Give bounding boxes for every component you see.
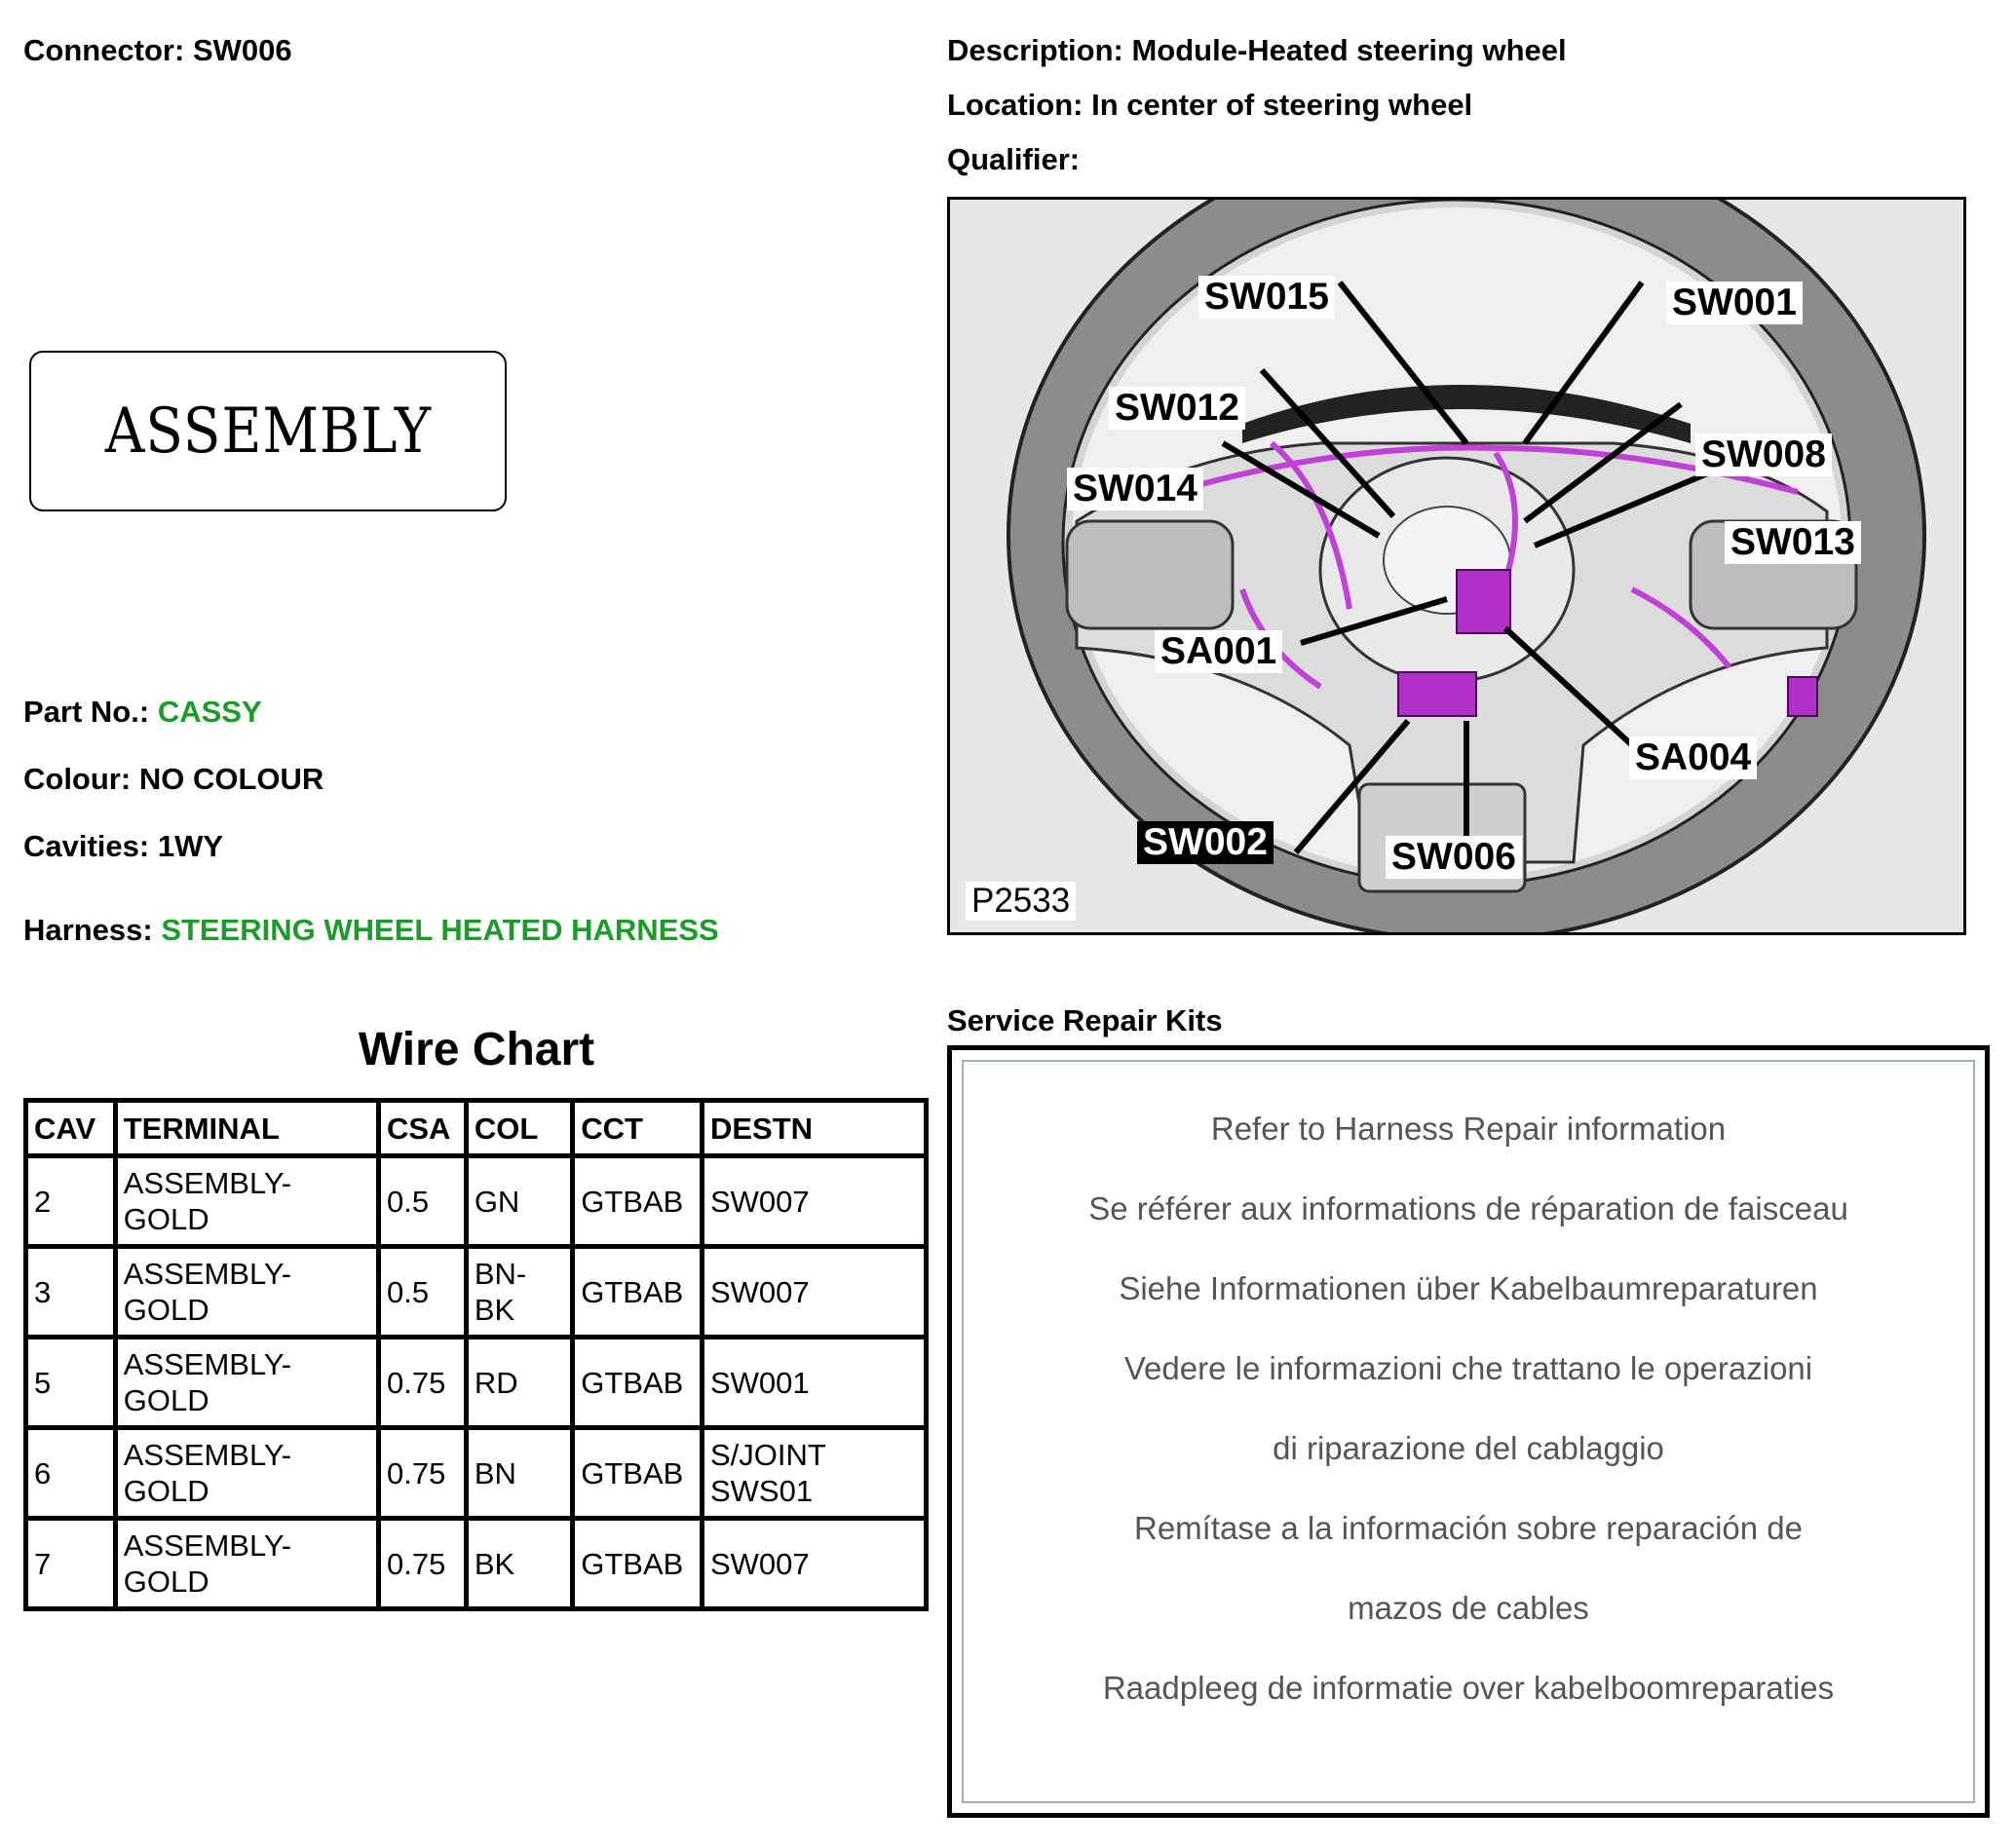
callout-sw015: SW015 [1198,276,1335,319]
cell-col-line: BN [474,1455,516,1490]
callout-sa004: SA004 [1629,736,1757,779]
repair-text-line: Siehe Informationen über Kabelbaumreparaturen [1119,1270,1818,1306]
cell-terminal-line: ASSEMBLY- [123,1347,292,1381]
cell-destn-line: SW007 [709,1274,810,1309]
repair-text-line: mazos de cables [1348,1590,1589,1626]
steering-wheel-figure [947,197,1966,935]
cell-cct: GTBAB [573,1428,703,1519]
cell-csa: 0.75 [378,1519,466,1609]
col-header-csa: CSA [378,1101,466,1156]
cell-terminal [115,1338,378,1428]
assembly-box [29,351,507,511]
cell-destn-line: S/JOINT [709,1438,826,1472]
cell-cct: GTBAB [573,1247,703,1338]
cell-cct: GTBAB [573,1338,703,1428]
wire-chart-header-row [26,1101,927,1156]
cell-col-line: BN- [474,1257,527,1291]
harness-value: STEERING WHEEL HEATED HARNESS [161,913,719,947]
callout-sw014: SW014 [1067,468,1203,510]
location-field: Location: In center of steering wheel [947,88,1473,122]
colour-field: Colour: NO COLOUR [23,762,324,796]
cell-csa: 0.75 [378,1338,466,1428]
assembly-text: ASSEMBLY [104,395,432,468]
cell-destn-line: SW001 [709,1365,810,1400]
cell-cav: 2 [26,1156,116,1247]
cavities-value: 1WY [157,829,224,863]
lower-connector-block [1398,672,1476,716]
cell-destn [702,1519,926,1609]
cell-terminal-line: ASSEMBLY- [123,1257,292,1291]
table-row [26,1156,927,1247]
figure-id-label: P2533 [966,882,1076,921]
callout-sa001: SA001 [1155,630,1282,673]
cell-destn-line: SW007 [709,1184,810,1219]
part-no-value: CASSY [157,695,262,729]
cell-destn [702,1428,926,1519]
wire-chart-title: Wire Chart [358,1024,595,1075]
service-repair-box [947,1045,1990,1818]
cell-col [466,1428,572,1519]
cell-terminal [115,1156,378,1247]
cell-terminal [115,1519,378,1609]
callout-sw013: SW013 [1725,521,1861,564]
left-switch-pack [1067,521,1233,628]
table-row [26,1338,927,1428]
cell-terminal-line: ASSEMBLY- [123,1528,292,1563]
callout-sw001: SW001 [1666,282,1803,324]
col-header-col: COL [466,1101,572,1156]
cell-terminal-line: GOLD [123,1565,209,1599]
cell-cav: 6 [26,1428,116,1519]
repair-text-line: Raadpleeg de informatie over kabelboomreparaties [1102,1670,1835,1706]
callout-sw006: SW006 [1386,836,1522,879]
col-header-terminal: TERMINAL [115,1101,378,1156]
callout-sw002: SW002 [1137,821,1274,864]
cell-col-line: BK [474,1293,515,1327]
sw006-connector-block [1457,570,1510,633]
cell-col [466,1247,572,1338]
cavities-field: Cavities: 1WY [23,829,224,863]
cell-cav: 5 [26,1338,116,1428]
cell-destn [702,1156,926,1247]
table-row [26,1519,927,1609]
qualifier-field: Qualifier: [947,142,1081,176]
repair-text-line: Vedere le informazioni che trattano le operazioni [1123,1350,1813,1386]
cell-terminal-line: GOLD [123,1293,209,1327]
colour-value: NO COLOUR [138,762,324,796]
table-row [26,1247,927,1338]
cell-terminal-line: ASSEMBLY- [123,1166,292,1200]
table-row [26,1428,927,1519]
description-field: Description: Module-Heated steering wheel [947,33,1567,67]
cell-col [466,1156,572,1247]
cell-destn-line: SWS01 [709,1474,814,1508]
cell-cct: GTBAB [573,1156,703,1247]
cell-col [466,1338,572,1428]
repair-text-line: Se référer aux informations de réparation de faisceau [1088,1190,1848,1226]
service-repair-title: Service Repair Kits [947,1003,1223,1037]
col-header-destn: DESTN [702,1101,926,1156]
cell-col-line: BK [474,1546,515,1581]
harness-field: Harness: STEERING WHEEL HEATED HARNESS [23,913,719,947]
cell-destn-line: SW007 [709,1546,810,1581]
right-connector-block [1788,677,1817,716]
part-no-field: Part No.: CASSY [23,695,262,729]
wire-chart-table [23,1098,929,1611]
cell-col [466,1519,572,1609]
col-header-cav: CAV [26,1101,116,1156]
cell-terminal-line: ASSEMBLY- [123,1438,292,1472]
cell-destn [702,1338,926,1428]
cell-col-line: RD [474,1365,518,1400]
callout-sw012: SW012 [1109,387,1245,430]
cell-csa: 0.75 [378,1428,466,1519]
location-value: In center of steering wheel [1091,88,1473,122]
repair-text-line: Remítase a la información sobre reparación de [1133,1510,1804,1546]
col-header-cct: CCT [573,1101,703,1156]
steering-wheel-illustration [950,200,1963,932]
cell-terminal-line: GOLD [123,1474,209,1508]
cell-csa: 0.5 [378,1247,466,1338]
cell-csa: 0.5 [378,1156,466,1247]
cell-col-line: GN [474,1184,520,1219]
cell-cct: GTBAB [573,1519,703,1609]
cell-cav: 3 [26,1247,116,1338]
cell-destn [702,1247,926,1338]
repair-text-line: di riparazione del cablaggio [1273,1430,1664,1466]
cell-terminal-line: GOLD [123,1383,209,1417]
service-repair-inner [962,1060,1975,1803]
cell-cav: 7 [26,1519,116,1609]
repair-text-line: Refer to Harness Repair information [1210,1111,1727,1147]
cell-terminal-line: GOLD [123,1202,209,1236]
cell-terminal [115,1428,378,1519]
callout-sw008: SW008 [1695,434,1832,476]
cell-terminal [115,1247,378,1338]
connector-field: Connector: SW006 [23,33,292,67]
description-value: Module-Heated steering wheel [1131,33,1567,67]
connector-value: SW006 [192,33,292,67]
